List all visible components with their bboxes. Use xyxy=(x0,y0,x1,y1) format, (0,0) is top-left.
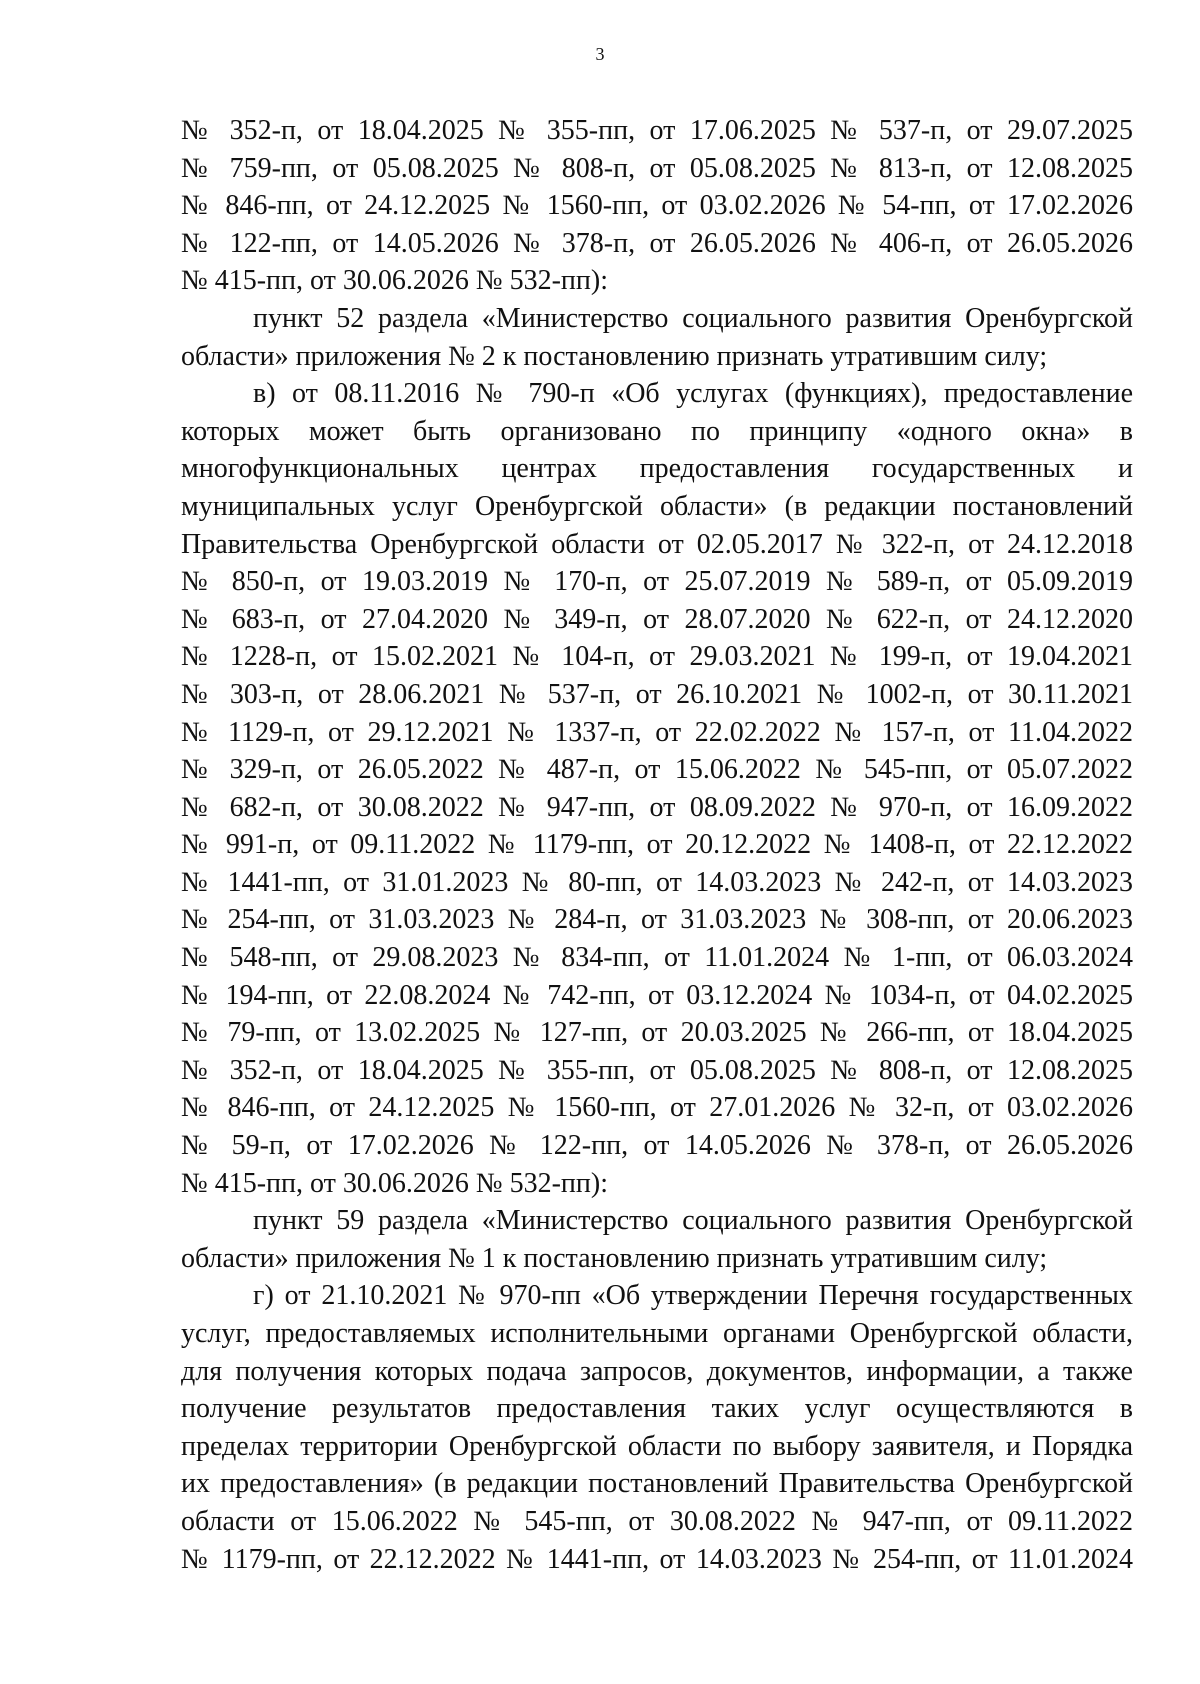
text-line: № 329-п, от 26.05.2022 № 487-п, от 15.06.2022 № 545-пп, от 05.07.2022 xyxy=(181,754,1133,786)
text-line: получение результатов предоставления таких услуг осуществляются в xyxy=(181,1393,1133,1425)
text-line: области» приложения № 1 к постановлению признать утратившим силу; xyxy=(181,1242,1048,1274)
text-line: № 1441-пп, от 31.01.2023 № 80-пп, от 14.03.2023 № 242-п, от 14.03.2023 xyxy=(181,866,1133,898)
text-line: пределах территории Оренбургской области по выбору заявителя, и Порядка xyxy=(181,1430,1133,1462)
text-line: области» приложения № 2 к постановлению признать утратившим силу; xyxy=(181,340,1048,372)
text-line: № 683-п, от 27.04.2020 № 349-п, от 28.07.2020 № 622-п, от 24.12.2020 xyxy=(181,603,1133,635)
text-line: № 254-пп, от 31.03.2023 № 284-п, от 31.03.2023 № 308-пп, от 20.06.2023 xyxy=(181,904,1133,936)
text-line: г) от 21.10.2021 № 970-пп «Об утверждении Перечня государственных xyxy=(253,1280,1133,1312)
text-line: № 759-пп, от 05.08.2025 № 808-п, от 05.08.2025 № 813-п, от 12.08.2025 xyxy=(181,152,1133,184)
text-line: № 352-п, от 18.04.2025 № 355-пп, от 05.08.2025 № 808-п, от 12.08.2025 xyxy=(181,1054,1133,1086)
paragraph-item-v xyxy=(181,375,1133,1202)
text-line: № 846-пп, от 24.12.2025 № 1560-пп, от 03.02.2026 № 54-пп, от 17.02.2026 xyxy=(181,190,1133,222)
text-line: № 548-пп, от 29.08.2023 № 834-пп, от 11.01.2024 № 1-пп, от 06.03.2024 xyxy=(181,942,1133,974)
text-line: № 303-п, от 28.06.2021 № 537-п, от 26.10.2021 № 1002-п, от 30.11.2021 xyxy=(181,678,1133,710)
document-body xyxy=(181,112,1133,1578)
text-line: услуг, предоставляемых исполнительными органами Оренбургской области, xyxy=(181,1318,1133,1349)
text-line: № 1179-пп, от 22.12.2022 № 1441-пп, от 14.03.2023 № 254-пп, от 11.01.2024 xyxy=(181,1543,1133,1575)
text-line: № 59-п, от 17.02.2026 № 122-пп, от 14.05.2026 № 378-п, от 26.05.2026 xyxy=(181,1130,1133,1162)
text-line: муниципальных услуг Оренбургской области» (в редакции постановлений xyxy=(181,490,1133,522)
text-line: их предоставления» (в редакции постановлений Правительства Оренбургской xyxy=(181,1468,1133,1500)
text-line: № 1129-п, от 29.12.2021 № 1337-п, от 22.02.2022 № 157-п, от 11.04.2022 xyxy=(181,716,1133,748)
text-line: № 415-пп, от 30.06.2026 № 532-пп): xyxy=(181,1167,608,1199)
text-line: № 682-п, от 30.08.2022 № 947-пп, от 08.09.2022 № 970-п, от 16.09.2022 xyxy=(181,791,1133,823)
text-line: Правительства Оренбургской области от 02.05.2017 № 322-п, от 24.12.2018 xyxy=(181,528,1133,560)
paragraph-clause-59 xyxy=(181,1202,1133,1277)
text-line: № 122-пп, от 14.05.2026 № 378-п, от 26.05.2026 № 406-п, от 26.05.2026 xyxy=(181,227,1133,259)
page-number: 3 xyxy=(595,44,605,64)
paragraph-item-g xyxy=(181,1277,1133,1578)
paragraph-clause-52 xyxy=(181,300,1133,375)
text-line: № 991-п, от 09.11.2022 № 1179-пп, от 20.12.2022 № 1408-п, от 22.12.2022 xyxy=(181,829,1133,861)
text-line: которых может быть организовано по принципу «одного окна» в xyxy=(181,415,1133,447)
paragraph-continuation-b xyxy=(181,112,1133,300)
text-line: области от 15.06.2022 № 545-пп, от 30.08.2022 № 947-пп, от 09.11.2022 xyxy=(181,1505,1133,1537)
text-line: для получения которых подача запросов, документов, информации, а также xyxy=(181,1355,1133,1387)
text-line: № 194-пп, от 22.08.2024 № 742-пп, от 03.12.2024 № 1034-п, от 04.02.2025 xyxy=(181,979,1133,1011)
text-line: многофункциональных центрах предоставления государственных и xyxy=(181,453,1133,485)
text-line: № 415-пп, от 30.06.2026 № 532-пп): xyxy=(181,265,608,297)
text-line: пункт 52 раздела «Министерство социального развития Оренбургской xyxy=(253,302,1133,334)
text-line: № 846-пп, от 24.12.2025 № 1560-пп, от 27.01.2026 № 32-п, от 03.02.2026 xyxy=(181,1092,1133,1124)
text-line: № 850-п, от 19.03.2019 № 170-п, от 25.07.2019 № 589-п, от 05.09.2019 xyxy=(181,566,1133,598)
text-line: в) от 08.11.2016 № 790-п «Об услугах (функциях), предоставление xyxy=(253,378,1133,410)
text-line: пункт 59 раздела «Министерство социального развития Оренбургской xyxy=(253,1205,1133,1237)
text-line: № 79-пп, от 13.02.2025 № 127-пп, от 20.03.2025 № 266-пп, от 18.04.2025 xyxy=(181,1017,1133,1049)
text-line: № 1228-п, от 15.02.2021 № 104-п, от 29.03.2021 № 199-п, от 19.04.2021 xyxy=(181,641,1133,673)
text-line: № 352-п, от 18.04.2025 № 355-пп, от 17.06.2025 № 537-п, от 29.07.2025 xyxy=(181,115,1133,146)
